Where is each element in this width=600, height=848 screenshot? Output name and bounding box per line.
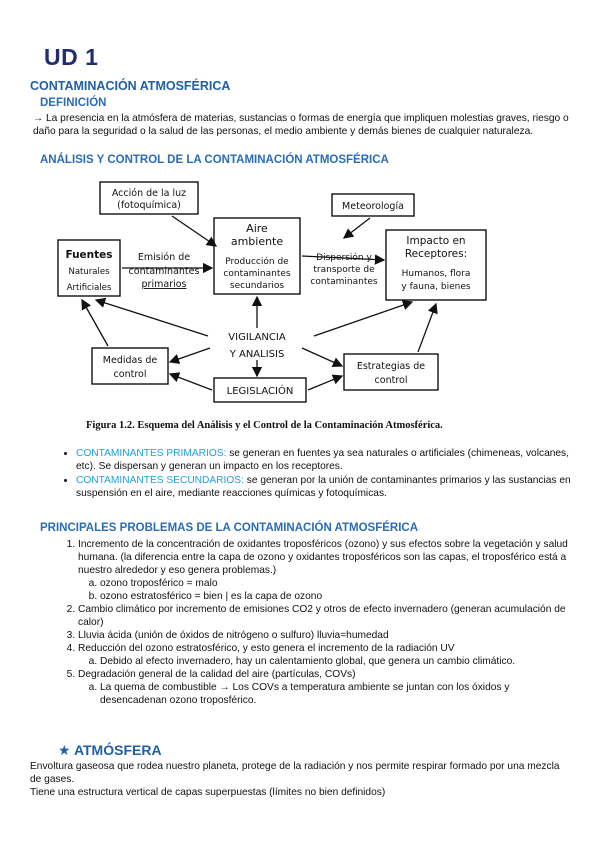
atmosphere-p1: Envoltura gaseosa que rodea nuestro planeta, protege de la radiación y nos permite respirar formado por una mezcla de gases. [30,761,560,785]
produccion-line2: contaminantes [223,269,291,279]
atmosphere-text [30,760,570,799]
accion-line2: (fotoquímica) [117,200,181,211]
produccion-line3: secundarios [229,281,285,291]
impacto-line3: Humanos, flora [401,269,471,279]
problems-heading: PRINCIPALES PROBLEMAS DE LA CONTAMINACIÓN ATMOSFÉRICA [40,522,419,534]
contaminant-types-list [56,447,576,501]
emision-line3: primarios [141,279,187,290]
sub-item: b. ozono estratosférico = bien | es la capa de ozono [100,590,578,603]
accion-line1: Acción de la luz [111,188,187,199]
unit-title: UD 1 [44,44,99,70]
dispersion-line2: transporte de [313,265,375,275]
impacto-line4: y fauna, bienes [401,282,471,292]
atmosphere-p2: Tiene una estructura vertical de capas superpuestas (límites no bien definidos) [30,787,386,798]
sub-item: a. La quema de combustible → Los COVs a temperatura ambiente se juntan con los óxidos y desencadenan ozono troposférico. [100,681,578,707]
list-item [78,668,578,707]
impacto-line2: Receptores: [404,248,468,260]
produccion-line1: Producción de [225,257,289,267]
definition-text: → La presencia en la atmósfera de materias, sustancias o formas de energía que impliquen molestias graves, riesgo o daño para la seguridad o la salud de las personas, el medio ambiente y demás bienes de cualquier naturaleza. [33,113,569,137]
emision-line1: Emisión de [137,252,191,263]
problems-list [56,538,578,707]
problem-5-text: Degradación general de la calidad del aire (partículas, COVs) [78,669,356,680]
atmosphere-heading: ATMÓSFERA [73,742,162,758]
sub-item: a. ozono troposférico = malo [100,577,578,590]
dispersion-line3: contaminantes [310,277,378,287]
analysis-diagram [52,176,492,408]
list-item: 2. Cambio climático por incremento de emisiones CO2 y otros de efecto invernadero (generan acumulación de calor) [78,603,578,629]
list-item [78,538,578,603]
medidas-line2: control [113,369,147,380]
fuentes-naturales: Naturales [68,267,110,277]
aire-line1: Aire [246,222,268,235]
text-primarios: se generan en fuentes ya sea naturales o artificiales (chimeneas, volcanes, etc). Se dispersan y generan un impacto en los receptores. [76,448,569,472]
meteorologia-label: Meteorología [342,201,404,212]
definition-heading: DEFINICIÓN [40,97,107,109]
estrategias-line1: Estrategias de [356,361,426,372]
legislacion-label: LEGISLACIÓN [226,386,294,397]
figure-caption: Figura 1.2. Esquema del Análisis y el Control de la Contaminación Atmosférica. [86,420,443,431]
atmosphere-heading-row [58,742,162,759]
term-primarios: CONTAMINANTES PRIMARIOS: [76,448,227,459]
problem-4-text: Reducción del ozono estratosférico, y esto genera el incremento de la radiación UV [78,643,455,654]
list-item [76,474,576,500]
list-item: 3. Lluvia ácida (unión de óxidos de nitrógeno o sulfuro) lluvia=humedad [78,629,578,642]
section-title: CONTAMINACIÓN ATMOSFÉRICA [30,79,231,93]
analysis-heading: ANÁLISIS Y CONTROL DE LA CONTAMINACIÓN ATMOSFÉRICA [40,154,389,166]
problem-1-text: Incremento de la concentración de oxidantes troposféricos (ozono) y sus efectos sobre la vegetación y salud humana. (la diferencia entre la capa de ozono y oxidantes troposféricos son las capas, el troposférico está a nuestro alrededor y eso genera problemas.) [78,539,568,576]
term-secundarios: CONTAMINANTES SECUNDARIOS: [76,475,244,486]
star-icon: ★ [58,742,71,758]
aire-line2: ambiente [230,235,284,248]
text-secundarios: se generan por la unión de contaminantes primarios y las sustancias en suspensión en el aire, mediante reacciones químicas y fotoquímicas. [76,475,571,499]
estrategias-line2: control [374,375,408,386]
fuentes-artificiales: Artificiales [66,283,112,293]
vigilancia-line1: VIGILANCIA [228,332,286,343]
emision-line2: contaminantes [128,266,200,277]
medidas-line1: Medidas de [102,355,158,366]
list-item [76,447,576,473]
vigilancia-line2: Y ANALISIS [229,349,285,360]
dispersion-line1: Dispersión y [316,253,372,263]
impacto-line1: Impacto en [406,235,466,247]
fuentes-title: Fuentes [65,249,113,261]
sub-item: a. Debido al efecto invernadero, hay un calentamiento global, que genera un cambio climático. [100,655,578,668]
list-item [78,642,578,668]
